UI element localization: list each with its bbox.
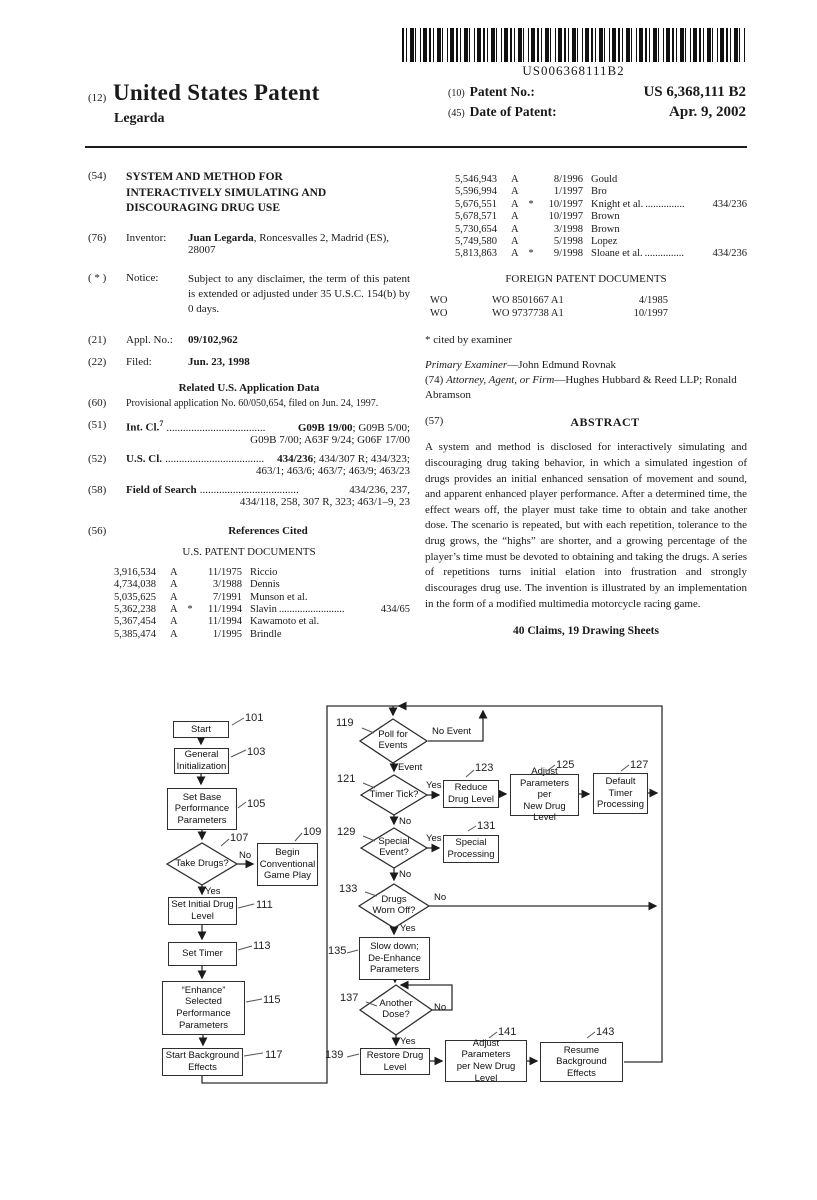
adjust-parameters-per-new-drug-level-box: Adjust Parameters per New Drug Level xyxy=(510,774,579,816)
ref-number-137: 137 xyxy=(340,992,359,1004)
another-dose-label: Another Dose? xyxy=(379,998,413,1020)
edge-label-no: No xyxy=(399,816,412,827)
field-code-45: (45) xyxy=(448,108,465,119)
edge-label-event: Event xyxy=(398,762,423,773)
patent-number-row xyxy=(448,84,746,101)
ref-number-117: 117 xyxy=(265,1049,283,1061)
default-timer-processing-box: Default Timer Processing xyxy=(593,773,648,814)
set-base-performance-parameters-box: Set Base Performance Parameters xyxy=(167,788,237,830)
patent-number-value: US 6,368,111 B2 xyxy=(643,84,746,100)
related-data-heading: Related U.S. Application Data xyxy=(178,381,320,394)
foreign-citations xyxy=(430,294,747,320)
field-code-21: (21) xyxy=(88,333,107,346)
citation-row: 5,596,994 A 1/1997 Bro xyxy=(455,186,607,198)
title-block xyxy=(88,170,410,217)
field-of-search-block xyxy=(88,484,410,508)
citation-row: 3,916,534 A 11/1975 Riccio xyxy=(114,566,278,578)
ref-number-115: 115 xyxy=(263,994,281,1006)
adjust-parameters-per-new-drug-level-box-2: Adjust Parameters per New Drug Level xyxy=(445,1040,527,1082)
us-citations-right xyxy=(455,174,747,261)
edge-label-yes: Yes xyxy=(400,923,416,934)
inventor-address: , Roncesvalles 2, Madrid (ES), 28007 xyxy=(188,231,390,256)
slow-down-de-enhance-parameters-box: Slow down; De-Enhance Parameters xyxy=(359,937,430,980)
appl-no-value: 09/102,962 xyxy=(188,333,238,346)
restore-drug-level-box: Restore Drug Level xyxy=(360,1048,430,1075)
patent-date-label: Date of Patent: xyxy=(469,104,557,119)
attorney-line xyxy=(425,373,747,403)
enhance-selected-performance-parameters-box: “Enhance” Selected Performance Parameters xyxy=(162,981,245,1035)
left-column xyxy=(88,170,410,641)
int-cl-line2: G09B 7/00; A63F 9/24; G06F 17/00 xyxy=(250,433,410,446)
us-cl-line1 xyxy=(126,453,410,465)
us-cl-label: U.S. Cl. xyxy=(126,452,163,465)
claims-drawing-sheets-line: 40 Claims, 19 Drawing Sheets xyxy=(513,625,659,638)
filed-value: Jun. 23, 1998 xyxy=(188,355,250,368)
ref-number-131: 131 xyxy=(477,820,496,832)
field-code-74: (74) xyxy=(425,373,444,386)
int-cl-line1 xyxy=(126,419,410,434)
field-code-76: (76) xyxy=(88,231,107,244)
ref-number-129: 129 xyxy=(337,826,356,838)
start-background-effects-box: Start Background Effects xyxy=(162,1048,243,1076)
foreign-citation-row: WO WO 9737738 A1 10/1997 xyxy=(430,307,668,319)
edge-label-no: No xyxy=(434,892,447,903)
inventor-name: Juan Legarda xyxy=(188,231,254,244)
citation-row: 4,734,038 A 3/1988 Dennis xyxy=(114,579,280,591)
inventor-value xyxy=(188,232,410,256)
primary-examiner-line xyxy=(425,358,747,373)
take-drugs-label: Take Drugs? xyxy=(175,857,229,869)
appl-no-label: Appl. No.: xyxy=(126,333,173,346)
field-code-58: (58) xyxy=(88,483,107,496)
ref-number-141: 141 xyxy=(498,1026,517,1038)
int-cl-block xyxy=(88,419,410,446)
general-initialization-box: General Initialization xyxy=(174,748,229,774)
flowchart-figure xyxy=(0,700,817,1110)
attorney-label: Attorney, Agent, or Firm xyxy=(446,373,555,386)
citation-row: 5,730,654 A 3/1998 Brown xyxy=(455,223,620,235)
field-code-22: (22) xyxy=(88,355,107,368)
ref-number-121: 121 xyxy=(337,773,356,785)
special-event-label: Special Event? xyxy=(378,836,410,858)
ref-number-107: 107 xyxy=(230,832,249,844)
begin-conventional-game-play-box: Begin Conventional Game Play xyxy=(257,843,318,886)
ref-number-113: 113 xyxy=(253,940,271,952)
citation-row: 5,678,571 A 10/1997 Brown xyxy=(455,211,620,223)
barcode xyxy=(402,28,745,62)
fos-line1 xyxy=(126,484,410,496)
dot-leader: .................................... xyxy=(166,421,266,434)
provisional-text: Provisional application No. 60/050,654, filed on Jun. 24, 1997. xyxy=(126,397,379,409)
inventor-block xyxy=(88,232,410,256)
us-cl-value: 434/236; 434/307 R; 434/323; xyxy=(277,452,410,465)
field-code-56: (56) xyxy=(88,524,107,537)
drugs-worn-off-label: Drugs Worn Off? xyxy=(372,894,416,916)
notice-text: Subject to any disclaimer, the term of this patent is extended or adjusted under 35 U.S.C. 154(b) by 0 days. xyxy=(188,272,410,316)
abstract-heading: ABSTRACT xyxy=(570,415,640,430)
ref-number-101: 101 xyxy=(245,712,264,724)
header-rule xyxy=(85,146,747,148)
poll-for-events-label: Poll for Events xyxy=(378,729,408,751)
edge-label-no: No xyxy=(399,869,412,880)
ref-number-139: 139 xyxy=(325,1049,344,1061)
appl-no-block xyxy=(88,334,410,346)
references-cited-block xyxy=(88,525,410,537)
invention-title: SYSTEM AND METHOD FOR INTERACTIVELY SIMULATING AND DISCOURAGING DRUG USE xyxy=(126,171,327,215)
filed-block xyxy=(88,356,410,368)
resume-background-effects-box: Resume Background Effects xyxy=(540,1042,623,1082)
notice-block xyxy=(88,272,410,318)
field-code-54: (54) xyxy=(88,170,107,182)
fos-line2: 434/118, 258, 307 R, 323; 463/1–9, 23 xyxy=(239,495,410,508)
fos-label: Field of Search xyxy=(126,483,197,496)
kind-code-12: (12) xyxy=(88,92,107,104)
citation-row: 5,676,551 A * 10/1997 Knight et al. ............... 434/236 xyxy=(455,198,747,210)
field-code-51: (51) xyxy=(88,419,107,432)
set-timer-box: Set Timer xyxy=(168,942,237,966)
provisional-block xyxy=(88,397,410,411)
inventor-surname: Legarda xyxy=(114,111,165,126)
abstract-heading-row xyxy=(425,415,747,430)
ref-number-143: 143 xyxy=(596,1026,615,1038)
field-code-10: (10) xyxy=(448,88,465,99)
citation-row: 5,362,238 A * 11/1994 Slavin ......................... 434/65 xyxy=(114,604,410,615)
us-cl-block xyxy=(88,453,410,477)
foreign-patent-documents-heading: FOREIGN PATENT DOCUMENTS xyxy=(505,272,667,285)
header-right xyxy=(448,84,746,124)
edge-label-yes: Yes xyxy=(426,780,442,791)
ref-number-125: 125 xyxy=(556,759,575,771)
notice-label: Notice: xyxy=(126,271,159,284)
citation-row: 5,813,863 A * 9/1998 Sloane et al. ............... 434/236 xyxy=(455,248,747,260)
notice-asterisk: ( * ) xyxy=(88,271,107,284)
edge-label-yes: Yes xyxy=(400,1036,416,1047)
reduce-drug-level-box: Reduce Drug Level xyxy=(443,780,499,808)
field-code-57: (57) xyxy=(425,415,444,428)
timer-tick-label: Timer Tick? xyxy=(369,788,419,800)
patent-date-value: Apr. 9, 2002 xyxy=(669,104,746,120)
ref-number-133: 133 xyxy=(339,883,358,895)
citation-row: 5,385,474 A 1/1995 Brindle xyxy=(114,628,282,640)
edge-label-no-event: No Event xyxy=(432,726,472,737)
us-citations-left xyxy=(114,567,410,641)
ref-number-127: 127 xyxy=(630,759,649,771)
ref-number-135: 135 xyxy=(328,945,347,957)
edge-label-no: No xyxy=(434,1002,447,1013)
special-processing-box: Special Processing xyxy=(443,835,499,863)
primary-examiner-value: —John Edmund Rovnak xyxy=(507,358,616,371)
citation-row: 5,367,454 A 11/1994 Kawamoto et al. xyxy=(114,616,320,628)
set-initial-drug-level-box: Set Initial Drug Level xyxy=(168,897,237,925)
ref-number-109: 109 xyxy=(303,826,322,838)
barcode-number: US006368111B2 xyxy=(522,63,625,78)
start-box: Start xyxy=(173,721,229,738)
fos-value: 434/236, 237, xyxy=(349,483,410,496)
right-column xyxy=(425,170,747,637)
abstract-text: A system and method is disclosed for interactively simulating and discouraging drug taking behavior, in which a simulated ingestion of drugs provides an initial enhanced sensation of movement and sound, and apparent enhanced player performance. After a determined time, the effect wears off, the player must take time to obtain and take another dose. The scenario is repeated, but with each repetition, tolerance to the drug grows, the “highs” are shorter, and a growing percentage of the player’s time must be devoted to obtaining and taking the drugs. A series of repetitions turns initial elation into frustration and strongly discourages drug use. The invention is illustrated by an implementation in the form of a modified multimedia motorcycle racing game. xyxy=(425,441,747,610)
patent-number-label: Patent No.: xyxy=(469,84,535,99)
dot-leader: .................................... xyxy=(199,483,299,496)
int-cl-label: Int. Cl.$^7$ xyxy=(126,419,164,434)
dot-leader: .................................... xyxy=(165,452,265,465)
inventor-label: Inventor: xyxy=(126,231,167,244)
attorney-value: —Hughes Hubbard & Reed LLP; Ronald Abramson xyxy=(425,373,737,401)
us-cl-line2: 463/1; 463/6; 463/7; 463/9; 463/23 xyxy=(255,464,410,477)
references-cited-heading: References Cited xyxy=(228,524,308,537)
patent-date-row xyxy=(448,104,746,121)
citation-row: 5,546,943 A 8/1996 Gould xyxy=(455,174,618,185)
foreign-citation-row: WO WO 8501667 A1 4/1985 xyxy=(430,294,668,306)
cited-by-examiner-note: * cited by examiner xyxy=(425,333,513,346)
int-cl-value: G09B 19/00; G09B 5/00; xyxy=(297,421,410,434)
field-code-60: (60) xyxy=(88,396,107,409)
filed-label: Filed: xyxy=(126,355,152,368)
field-code-52: (52) xyxy=(88,452,107,465)
edge-label-yes: Yes xyxy=(205,886,221,897)
citation-row: 5,749,580 A 5/1998 Lopez xyxy=(455,235,618,247)
citation-row: 5,035,625 A 7/1991 Munson et al. xyxy=(114,591,308,603)
document-type: United States Patent xyxy=(113,80,320,105)
ref-number-103: 103 xyxy=(247,746,266,758)
ref-number-111: 111 xyxy=(256,899,273,911)
edge-label-no: No xyxy=(239,850,252,861)
ref-number-105: 105 xyxy=(247,798,266,810)
ref-number-123: 123 xyxy=(475,762,494,774)
ref-number-119: 119 xyxy=(336,717,354,729)
primary-examiner-label: Primary Examiner xyxy=(425,358,508,371)
edge-label-yes: Yes xyxy=(426,833,442,844)
us-patent-documents-heading: U.S. PATENT DOCUMENTS xyxy=(182,545,316,558)
